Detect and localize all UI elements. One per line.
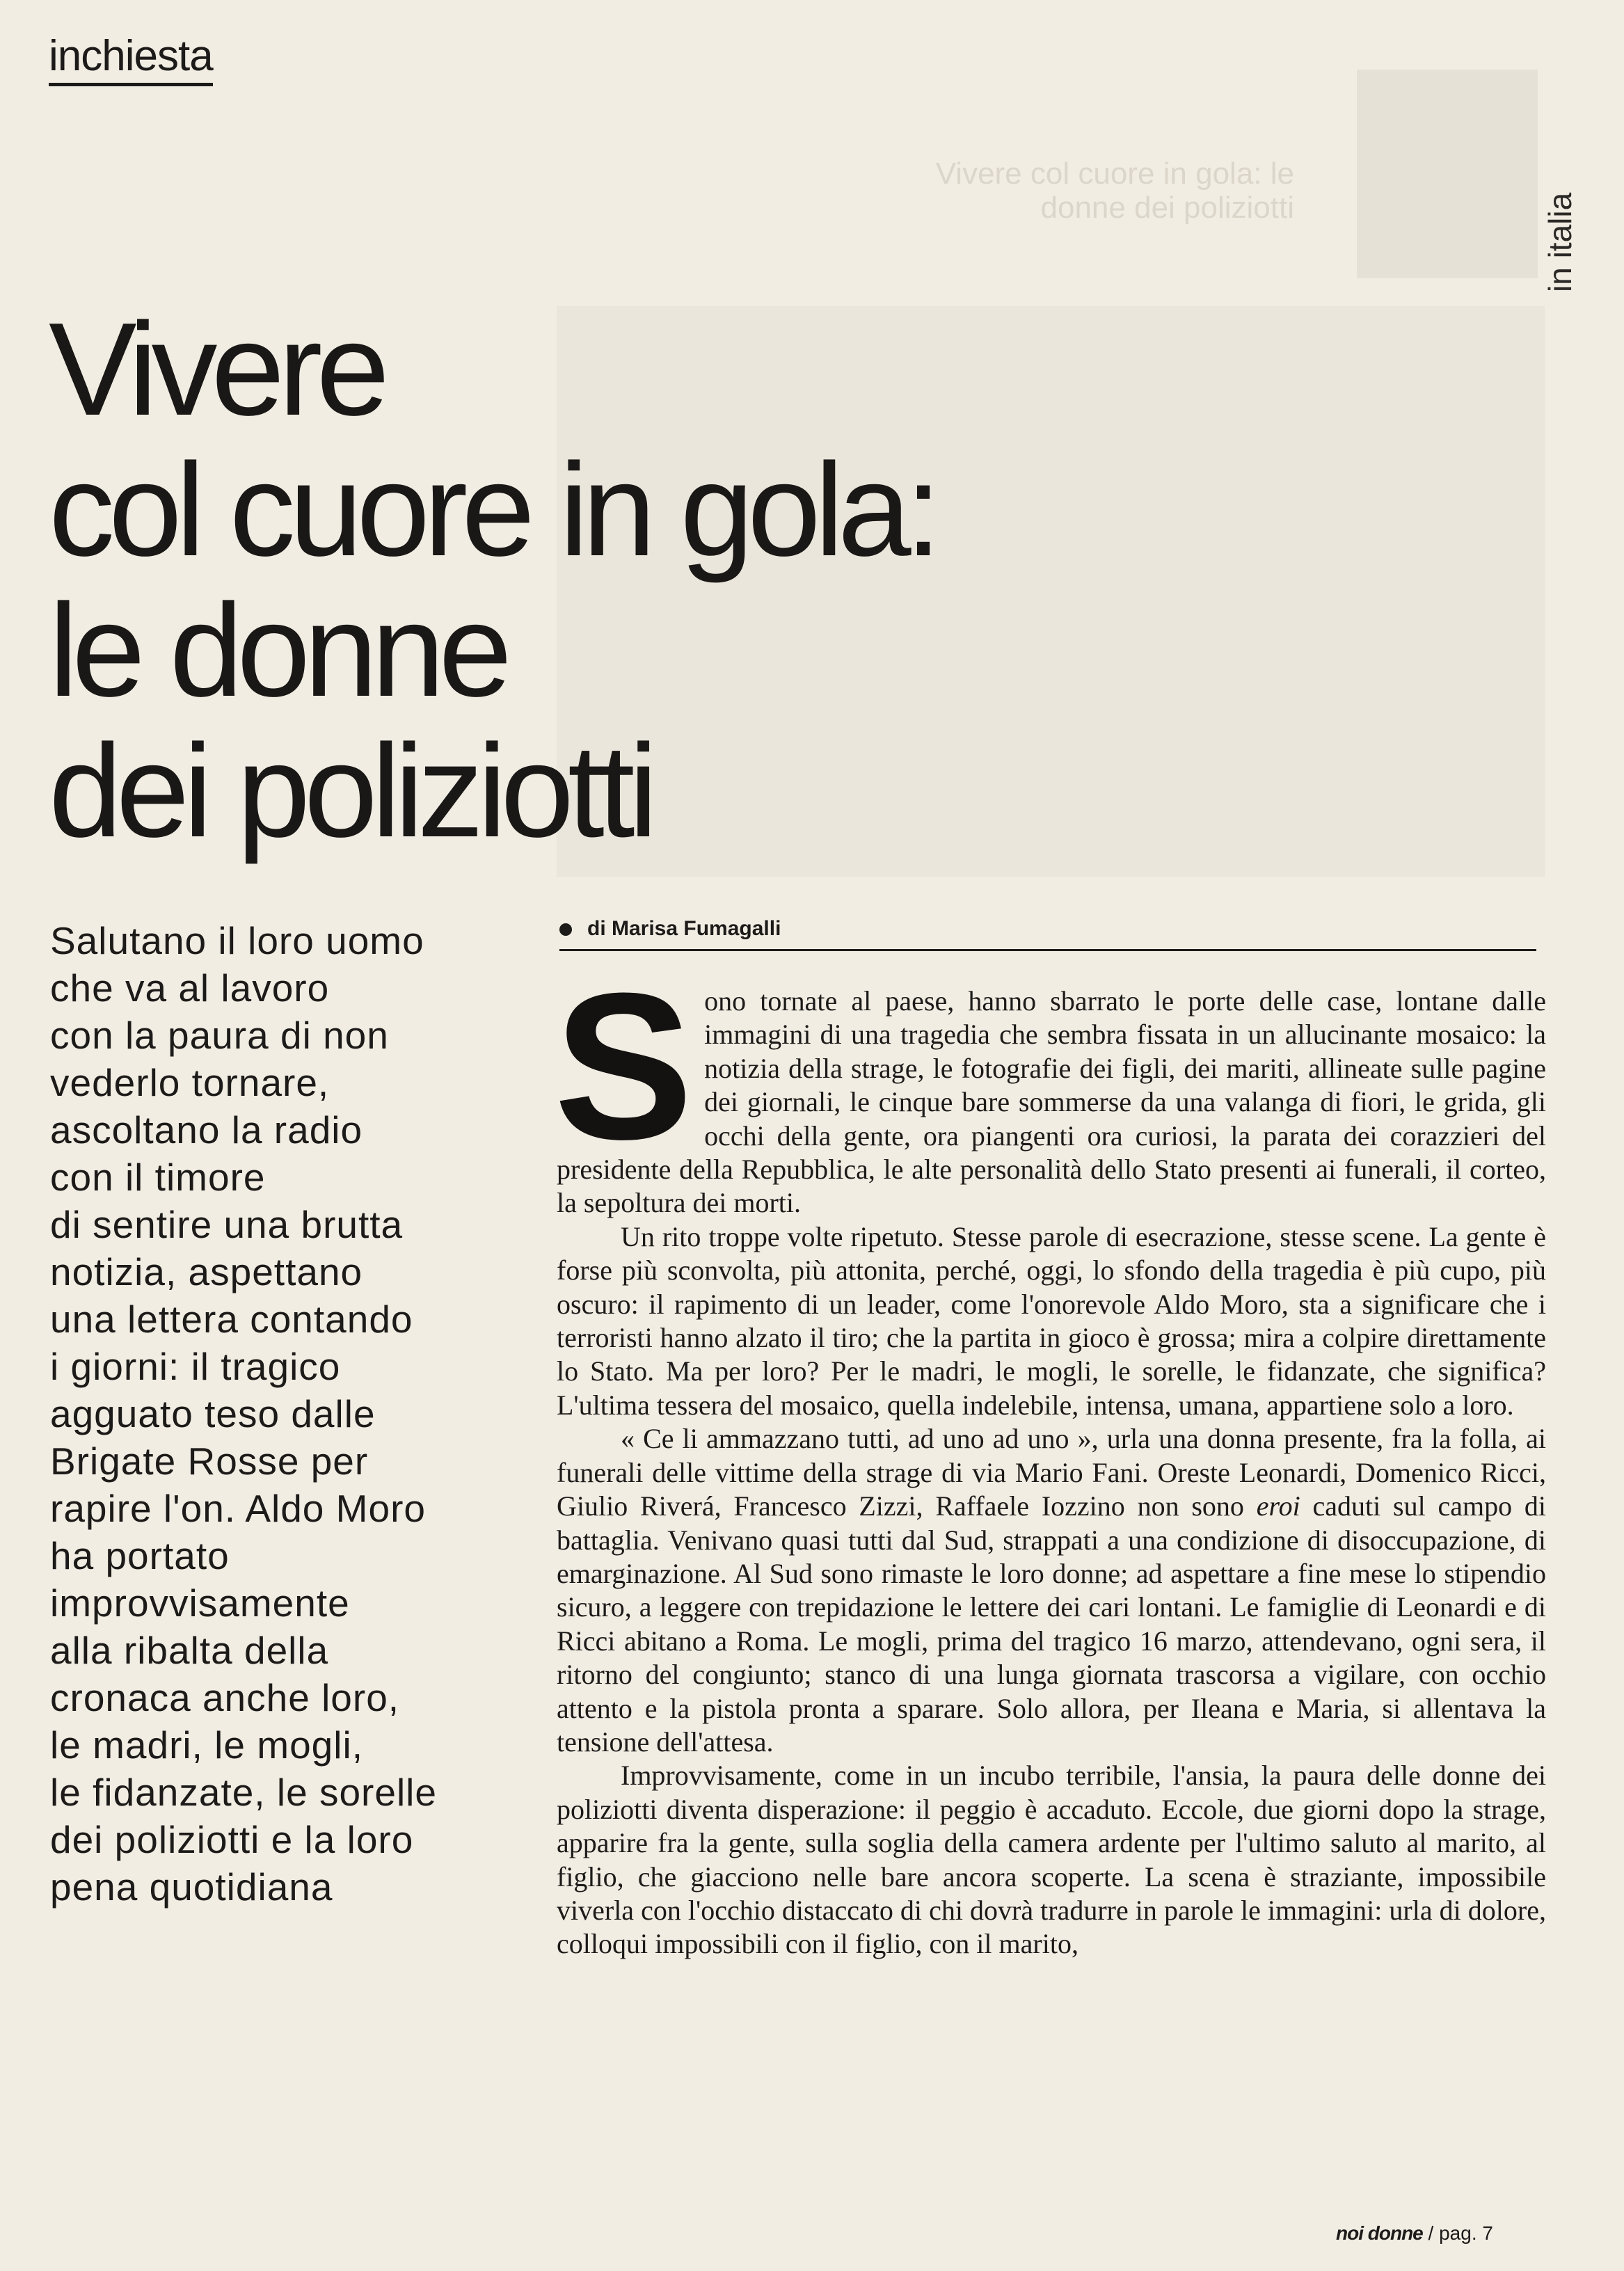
byline	[559, 917, 1536, 951]
headline	[49, 296, 936, 865]
subhead-line: improvvisamente	[50, 1581, 350, 1625]
headline-line: dei poliziotti	[49, 717, 652, 865]
subhead-line: rapire l'on. Aldo Moro	[50, 1487, 426, 1530]
subhead-line: le madri, le mogli,	[50, 1723, 363, 1767]
subhead-line: le fidanzate, le sorelle	[50, 1771, 437, 1814]
subhead-line: cronaca anche loro,	[50, 1676, 400, 1719]
subhead-line: i giorni: il tragico	[50, 1345, 341, 1388]
byline-text: di Marisa Fumagalli	[587, 917, 781, 940]
magazine-name: noi donne	[1336, 2222, 1423, 2244]
bullet-icon	[559, 923, 572, 936]
subhead-line: vederlo tornare,	[50, 1061, 330, 1104]
emphasis: eroi	[1256, 1490, 1300, 1522]
paragraph: Un rito troppe volte ripetuto. Stesse parole di esecrazione, stesse scene. La gente è forse più sconvolta, più attonita, perché, oggi, lo sfondo della tragedia è più cupo, più oscuro: il rapimento di un leader, come l'onorevole Aldo Moro, sta a significare che i terroristi hanno alzato il tiro; che la partita in gioco è grossa; mira a colpire direttamente lo Stato. Ma per loro? Per le madri, le mogli, le sorelle, le fidanzate, che significa? L'ultima tessera del mosaico, quella indelebile, intensa, umana, appartiene solo a loro.	[557, 1220, 1546, 1421]
paragraph-text: caduti sul campo di battaglia. Venivano quasi tutti dal Sud, strappati a una condizione di disoccupazione, di emarginazione. Al Sud sono rimaste le loro donne; ad aspettare a fine mese lo stipendio sicuro, a leggere con trepidazione le lettere dei cari lontani. Le famiglie di Leonardi e di Ricci abitano a Roma. Le mogli, prima del tragico 16 marzo, attendevano, ogni sera, il ritorno del congiunto; stanco di una lunga giornata trascorsa a vigilare, con occhio attento e la pistola pronta a sparare. Solo allora, per Ileana e Maria, si allentava la tensione dell'attesa.	[557, 1490, 1546, 1758]
paragraph-text: ono tornate al paese, hanno sbarrato le porte delle case, lontane dalle immagini di una tragedia che sembra fissata in un allucinante mosaico: la notizia della strage, le fotografie dei figli, dei mariti, allineate sulle pagine dei giornali, le cinque bare sommerse da una valanga di fiori, le grida, gli occhi della gente, ora piangenti ora curiosi, la parata dei corazzieri del presidente della Repubblica, le alte personalità dello Stato presenti ai funerali, il corteo, la sepoltura dei morti.	[557, 985, 1546, 1219]
paragraph-text: « Ce li ammazzano tutti, ad uno ad uno », urla una donna presente, fra la folla, ai funerali delle vittime della strage di via Mario Fani. Oreste Leonardi, Domenico Ricci, Giulio Riverá, Francesco Zizzi, Raffaele Iozzino non sono	[557, 1423, 1546, 1522]
headline-line: le donne	[49, 577, 507, 724]
subhead-line: pena quotidiana	[50, 1865, 333, 1909]
subhead-line: che va al lavoro	[50, 966, 330, 1010]
faded-thumbnail	[1357, 70, 1538, 278]
subhead-line: di sentire una brutta	[50, 1203, 404, 1246]
subhead-line: agguato teso dalle	[50, 1392, 376, 1435]
paragraph	[554, 949, 1546, 1220]
subhead-line: una lettera contando	[50, 1298, 413, 1341]
headline-line: col cuore in gola:	[49, 436, 936, 584]
subhead-line: ascoltano la radio	[50, 1108, 363, 1152]
subheading	[50, 917, 530, 1911]
subhead-line: notizia, aspettano	[50, 1250, 363, 1293]
article-body	[554, 949, 1546, 1961]
subhead-line: Brigate Rosse per	[50, 1440, 369, 1483]
bleed-through-title: Vivere col cuore in gola: le donne dei poliziotti	[935, 157, 1294, 225]
paragraph: Improvvisamente, come in un incubo terribile, l'ansia, la paura delle donne dei poliziotti diventa disperazione: il peggio è accaduto. Eccole, due giorni dopo la strage, apparire fra la gente, sulla soglia della camera ardente per l'ultimo saluto al marito, al figlio, che giacciono nelle bare ancora scoperte. La scena è straziante, impossibile viverla con l'occhio distaccato di chi dovrà tradurre in parole le immagini: urla di dolore, colloqui impossibili con il figlio, con il marito,	[557, 1760, 1546, 1960]
subhead-line: Salutano il loro uomo	[50, 919, 424, 962]
subhead-line: ha portato	[50, 1534, 230, 1577]
drop-cap: S	[554, 949, 694, 1183]
subhead-line: alla ribalta della	[50, 1629, 329, 1672]
page-footer	[1336, 2222, 1493, 2245]
section-label: inchiesta	[49, 33, 213, 86]
paragraph	[557, 1422, 1546, 1759]
subhead-line: con il timore	[50, 1156, 266, 1199]
subhead-line: dei poliziotti e la loro	[50, 1818, 414, 1861]
page-number: / pag. 7	[1428, 2222, 1493, 2244]
subhead-line: con la paura di non	[50, 1014, 389, 1057]
headline-line: Vivere	[49, 296, 384, 443]
side-section-label: in italia	[1542, 192, 1578, 292]
